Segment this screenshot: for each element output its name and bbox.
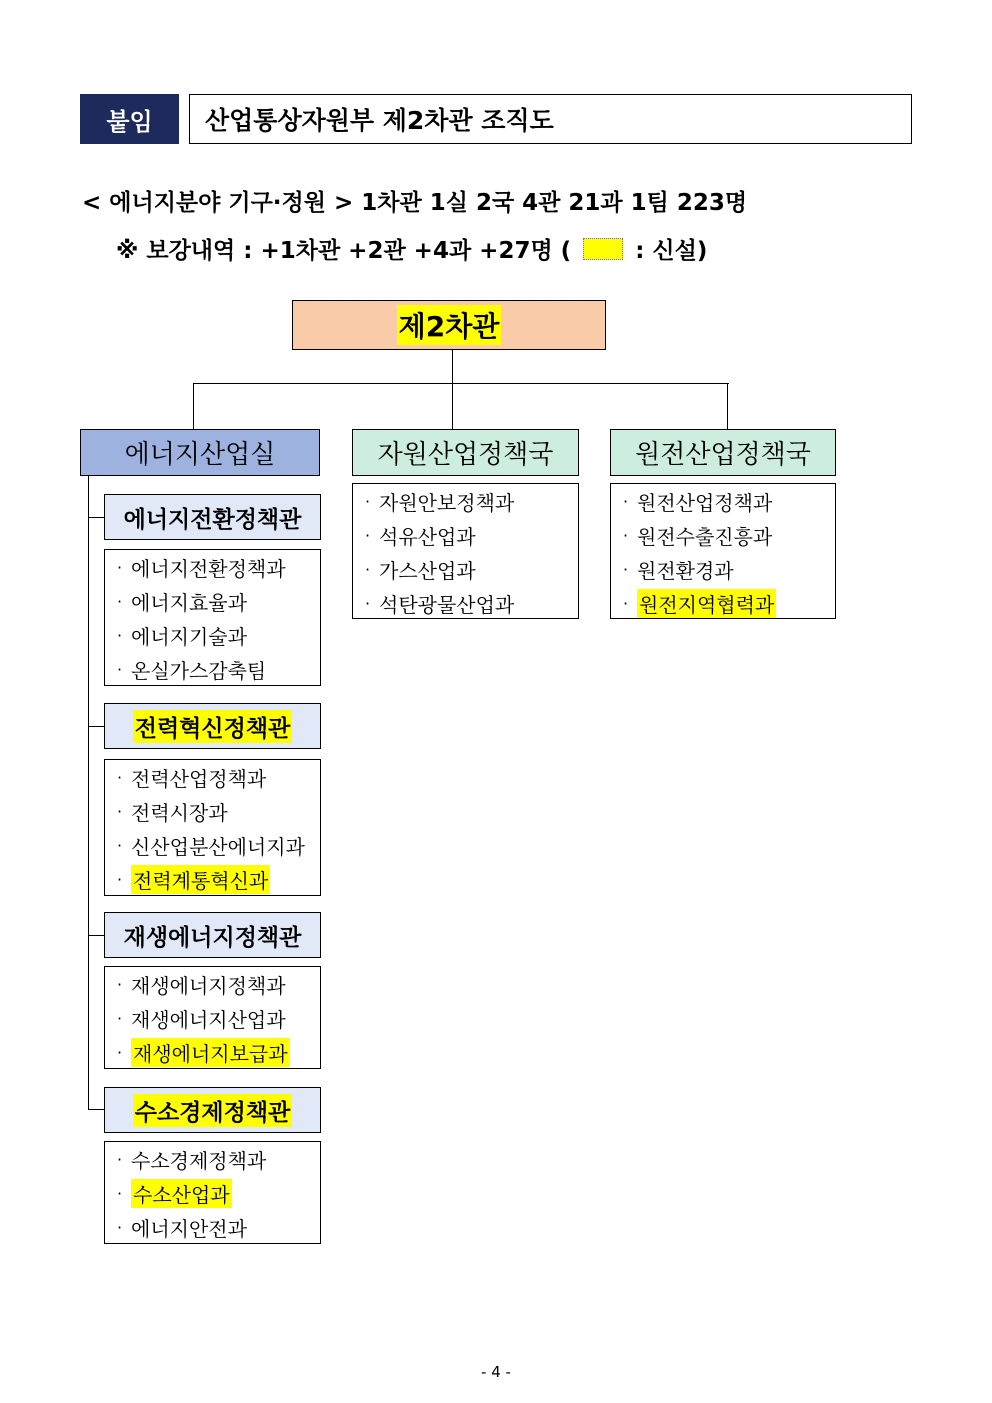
division-hydrogen: 수소경제정책관 (104, 1087, 321, 1133)
connector (452, 350, 453, 384)
unit-item: · 원전환경과 (623, 558, 734, 583)
unit-item: · 수소산업과 (117, 1176, 310, 1210)
connector (452, 383, 453, 429)
unit-item: · 에너지전환정책과 (117, 556, 286, 581)
vice-minister-box (292, 300, 606, 350)
connector (88, 476, 89, 1110)
legend-label: : 신설) (627, 238, 708, 264)
resource-bureau-units (352, 483, 579, 619)
division-power-innovation: 전력혁신정책관 (104, 703, 321, 749)
connector (88, 517, 104, 518)
summary-line: < 에너지분야 기구·정원 > 1차관 1실 2국 4관 21과 1팀 223명 (82, 190, 748, 216)
unit-item: · 에너지효율과 (117, 590, 247, 615)
unit-item: · 가스산업과 (365, 558, 476, 583)
connector (88, 935, 104, 936)
unit-item: · 전력산업정책과 (117, 766, 267, 791)
reinforcement-line (116, 232, 707, 265)
division-power-innovation-units (104, 759, 321, 896)
unit-item: · 전력계통혁신과 (117, 862, 310, 896)
nuclear-bureau-units (610, 483, 836, 619)
connector (727, 383, 728, 429)
unit-item: · 원전수출진흥과 (623, 524, 773, 549)
division-energy-transition: 에너지전환정책관 (104, 494, 321, 540)
division-renewable-units (104, 966, 321, 1069)
resource-bureau-box: 자원산업정책국 (352, 429, 579, 476)
unit-item: · 에너지기술과 (117, 624, 247, 649)
unit-item: · 원전지역협력과 (623, 586, 825, 620)
unit-item: · 에너지안전과 (117, 1216, 247, 1241)
unit-item: · 석유산업과 (365, 524, 476, 549)
unit-item: · 온실가스감축팀 (117, 658, 267, 683)
new-legend-swatch (583, 238, 623, 260)
page-number: - 4 - (481, 1363, 511, 1381)
connector (193, 383, 194, 429)
unit-item: · 재생에너지산업과 (117, 1007, 286, 1032)
connector (88, 726, 104, 727)
division-energy-transition-units (104, 549, 321, 686)
document-title: 산업통상자원부 제2차관 조직도 (189, 94, 912, 144)
unit-item: · 신산업분산에너지과 (117, 834, 305, 859)
unit-item: · 원전산업정책과 (623, 490, 773, 515)
unit-item: · 재생에너지보급과 (117, 1035, 310, 1069)
unit-item: · 전력시장과 (117, 800, 228, 825)
division-renewable: 재생에너지정책관 (104, 912, 321, 958)
unit-item: · 석탄광물산업과 (365, 592, 515, 617)
connector (88, 1109, 104, 1110)
nuclear-bureau-box: 원전산업정책국 (610, 429, 836, 476)
division-hydrogen-units (104, 1141, 321, 1244)
unit-item: · 재생에너지정책과 (117, 973, 286, 998)
unit-item: · 수소경제정책과 (117, 1148, 267, 1173)
reinforcement-text: ※ 보강내역 : +1차관 +2관 +4과 +27명 ( (116, 238, 572, 264)
energy-office-box: 에너지산업실 (80, 429, 320, 476)
unit-item: · 자원안보정책과 (365, 490, 515, 515)
attachment-badge: 붙임 (80, 94, 179, 144)
vice-minister-label: 제2차관 (397, 305, 502, 345)
connector (193, 383, 729, 384)
